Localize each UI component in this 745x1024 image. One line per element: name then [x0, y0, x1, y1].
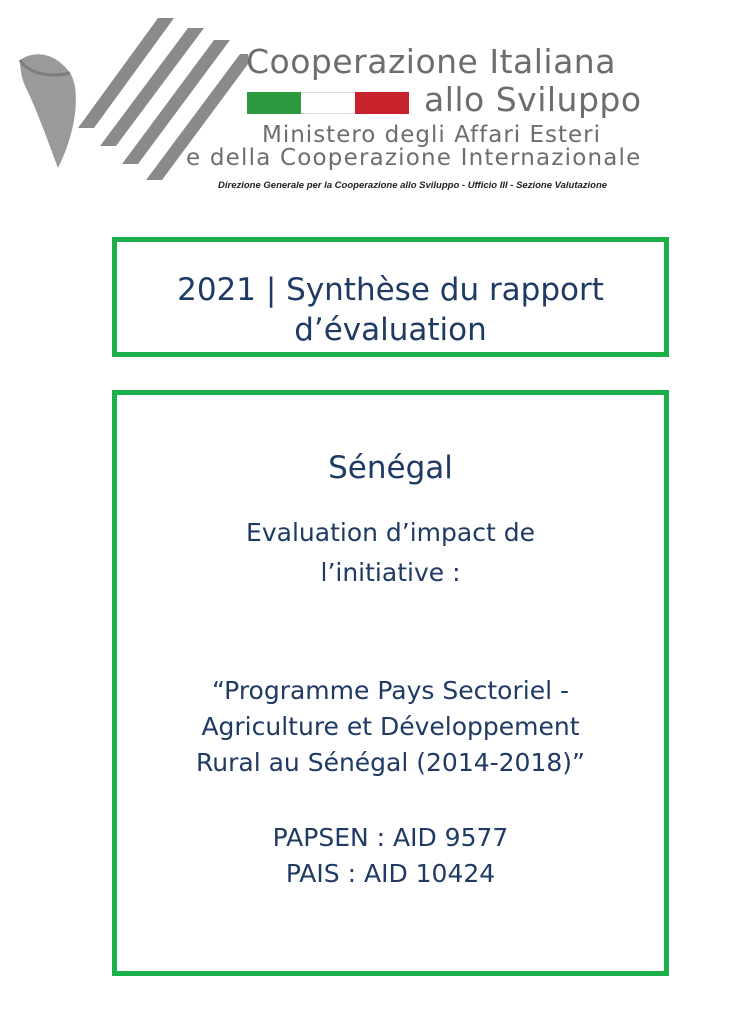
subtitle-line2: l’initiative : [320, 558, 461, 587]
title-line2: d’évaluation [294, 312, 487, 348]
aid-code-papsen: PAPSEN : AID 9577 [272, 823, 509, 852]
ministry-line1: Ministero degli Affari Esteri [262, 122, 602, 148]
italian-flag-icon [247, 92, 409, 114]
country-name: Sénégal [328, 450, 453, 486]
program-line1: “Programme Pays Sectoriel - [212, 676, 569, 705]
program-line2: Agriculture et Développement [201, 712, 580, 741]
document-title [117, 270, 664, 350]
program-title [117, 673, 664, 781]
aid-codes [117, 820, 664, 892]
program-line3: Rural au Sénégal (2014-2018)” [196, 748, 585, 777]
title-box [112, 237, 669, 357]
title-line1: 2021 | Synthèse du rapport [177, 272, 604, 308]
aid-code-pais: PAIS : AID 10424 [285, 859, 496, 888]
header-logo [0, 0, 745, 205]
evaluation-subtitle [117, 513, 664, 593]
brand-name-line2: allo Sviluppo [424, 80, 642, 119]
brand-name-line1: Cooperazione Italiana [246, 42, 616, 81]
directorate-line: Direzione Generale per la Cooperazione allo Sviluppo - Ufficio III - Sezione Valutazione [218, 180, 608, 191]
ministry-line2: e della Cooperazione Internazionale [186, 145, 642, 171]
content-box [112, 390, 669, 976]
subtitle-line1: Evaluation d’impact de [246, 518, 535, 547]
